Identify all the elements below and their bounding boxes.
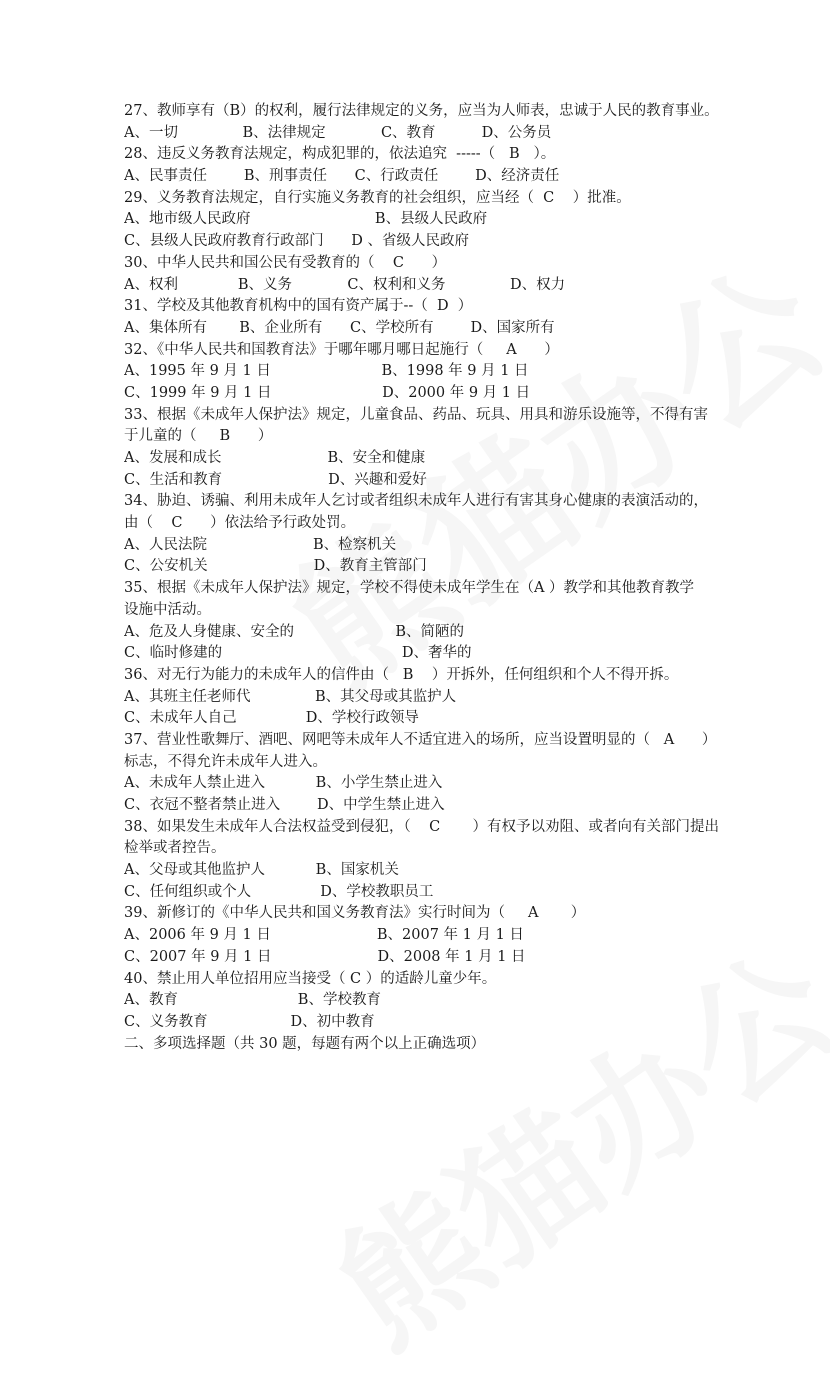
- options-32-ab: A、1995 年 9 月 1 日 B、1998 年 9 月 1 日: [124, 363, 529, 380]
- question-32: 32、《中华人民共和国教育法》于哪年哪月哪日起施行（ A ）: [124, 341, 559, 358]
- question-40: 40、禁止用人单位招用应当接受（ C ）的适龄儿童少年。: [124, 970, 497, 987]
- question-33: 33、根据《未成年人保护法》规定，儿童食品、药品、玩具、用具和游乐设施等，不得有害: [124, 406, 708, 423]
- question-30: 30、中华人民共和国公民有受教育的（ C ）: [124, 254, 447, 271]
- question-39: 39、新修订的《中华人民共和国义务教育法》实行时间为（ A ）: [124, 905, 586, 922]
- options-38-ab: A、父母或其他监护人 B、国家机关: [124, 862, 399, 879]
- options-29-cd: C、县级人民政府教育行政部门 D 、省级人民政府: [124, 233, 469, 250]
- options-35-cd: C、临时修建的 D、奢华的: [124, 645, 472, 662]
- options-39-ab: A、2006 年 9 月 1 日 B、2007 年 1 月 1 日: [124, 927, 524, 944]
- question-28: 28、违反义务教育法规定，构成犯罪的，依法追究 -----（ B ）。: [124, 146, 556, 163]
- options-40-cd: C、义务教育 D、初中教育: [124, 1013, 375, 1030]
- options-36-cd: C、未成年人自己 D、学校行政领导: [124, 710, 419, 727]
- question-31: 31、学校及其他教育机构中的国有资产属于--（ D ）: [124, 298, 473, 315]
- question-38: 38、如果发生未成年人合法权益受到侵犯，（ C ）有权予以劝阻、或者向有关部门提出: [124, 818, 719, 835]
- question-37: 37、营业性歌舞厅、酒吧、网吧等未成年人不适宜进入的场所，应当设置明显的（ A ）: [124, 731, 717, 748]
- options-33-cd: C、生活和教育 D、兴趣和爱好: [124, 471, 427, 488]
- options-32-cd: C、1999 年 9 月 1 日 D、2000 年 9 月 1 日: [124, 384, 531, 401]
- options-30: A、权利 B、义务 C、权利和义务 D、权力: [124, 276, 566, 293]
- question-37-cont: 标志，不得允许未成年人进入。: [124, 753, 327, 770]
- options-37-ab: A、未成年人禁止进入 B、小学生禁止进入: [124, 775, 443, 792]
- options-38-cd: C、任何组织或个人 D、学校教职员工: [124, 883, 434, 900]
- question-33-cont: 于儿童的（ B ）: [124, 428, 273, 445]
- question-34: 34、胁迫、诱骗、利用未成年人乞讨或者组织未成年人进行有害其身心健康的表演活动的，: [124, 493, 708, 510]
- question-29: 29、义务教育法规定，自行实施义务教育的社会组织，应当经（ C ）批准。: [124, 189, 631, 206]
- question-34-cont: 由（ C ）依法给予行政处罚。: [124, 515, 356, 532]
- options-33-ab: A、发展和成长 B、安全和健康: [124, 450, 426, 466]
- options-28: A、民事责任 B、刑事责任 C、行政责任 D、经济责任: [124, 168, 560, 185]
- question-35: 35、根据《未成年人保护法》规定，学校不得使未成年学生在（A ）教学和其他教育教学: [124, 580, 695, 597]
- exam-questions: [124, 101, 724, 1055]
- options-37-cd: C、衣冠不整者禁止进入 D、中学生禁止进入: [124, 797, 445, 813]
- question-27: 27、教师享有（B）的权利，履行法律规定的义务，应当为人师表，忠诚于人民的教育事业。: [124, 103, 719, 119]
- question-38-cont: 检举或者控告。: [124, 840, 226, 857]
- options-39-cd: C、2007 年 9 月 1 日 D、2008 年 1 月 1 日: [124, 948, 526, 965]
- question-35-cont: 设施中活动。: [124, 601, 211, 618]
- options-31: A、集体所有 B、企业所有 C、学校所有 D、国家所有: [124, 319, 555, 336]
- section-heading-multiple-choice: 二、多项选择题（共 30 题，每题有两个以上正确选项）: [124, 1035, 486, 1052]
- options-40-ab: A、教育 B、学校教育: [124, 992, 381, 1009]
- options-34-cd: C、公安机关 D、教育主管部门: [124, 558, 427, 575]
- options-29-ab: A、地市级人民政府 B、县级人民政府: [124, 211, 488, 228]
- options-34-ab: A、人民法院 B、检察机关: [124, 536, 397, 553]
- options-36-ab: A、其班主任老师代 B、其父母或其监护人: [124, 688, 457, 705]
- options-35-ab: A、危及人身健康、安全的 B、简陋的: [124, 623, 465, 640]
- options-27: A、一切 B、法律规定 C、教育 D、公务员: [124, 124, 552, 141]
- question-36: 36、对无行为能力的未成年人的信件由（ B ）开拆外，任何组织和个人不得开拆。: [124, 666, 679, 683]
